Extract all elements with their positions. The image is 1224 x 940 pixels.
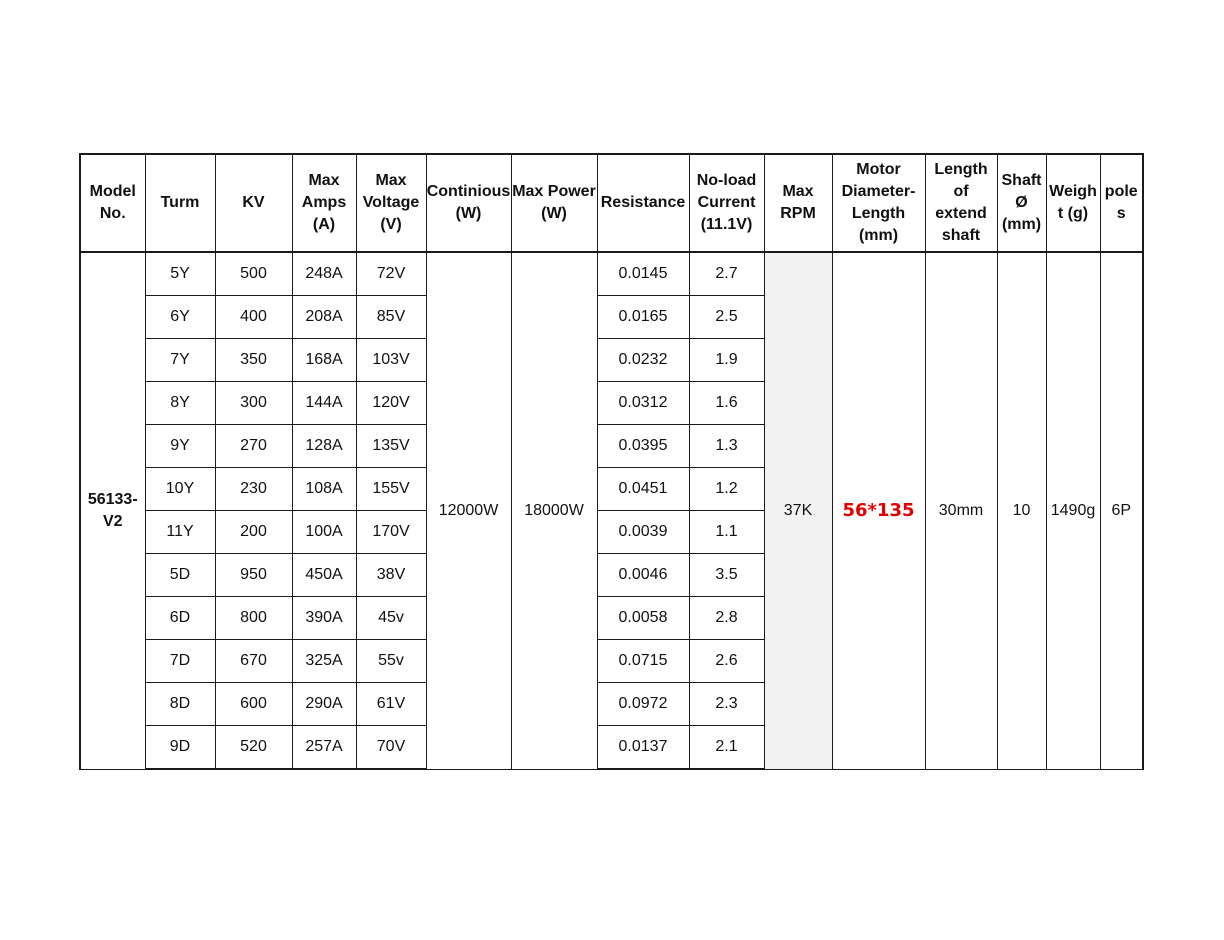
header-poles: pole s xyxy=(1100,154,1143,252)
max-voltage-cell: 103V xyxy=(356,339,426,382)
resistance-cell: 0.0972 xyxy=(597,683,689,726)
kv-cell: 600 xyxy=(215,683,292,726)
max-amps-cell: 208A xyxy=(292,296,356,339)
motor-spec-table xyxy=(79,153,1144,770)
max-voltage-cell: 38V xyxy=(356,554,426,597)
noload-current-cell: 2.5 xyxy=(689,296,764,339)
shaft-diameter-cell: 10 xyxy=(997,252,1046,769)
shaft-length-cell: 30mm xyxy=(925,252,997,769)
max-amps-cell: 290A xyxy=(292,683,356,726)
max-voltage-cell: 135V xyxy=(356,425,426,468)
kv-cell: 400 xyxy=(215,296,292,339)
turn-cell: 8D xyxy=(145,683,215,726)
noload-current-cell: 1.1 xyxy=(689,511,764,554)
noload-current-cell: 1.9 xyxy=(689,339,764,382)
max-amps-cell: 168A xyxy=(292,339,356,382)
table-row xyxy=(80,252,1143,296)
kv-cell: 230 xyxy=(215,468,292,511)
continuous-cell: 12000W xyxy=(426,252,511,769)
max-amps-cell: 128A xyxy=(292,425,356,468)
max-voltage-cell: 72V xyxy=(356,252,426,296)
max-voltage-cell: 170V xyxy=(356,511,426,554)
header-weight: Weigh t (g) xyxy=(1046,154,1100,252)
kv-cell: 300 xyxy=(215,382,292,425)
kv-cell: 800 xyxy=(215,597,292,640)
max-amps-cell: 257A xyxy=(292,726,356,770)
max-voltage-cell: 85V xyxy=(356,296,426,339)
header-shaft-diameter: Shaft Ø (mm) xyxy=(997,154,1046,252)
turn-cell: 11Y xyxy=(145,511,215,554)
kv-cell: 270 xyxy=(215,425,292,468)
max-amps-cell: 100A xyxy=(292,511,356,554)
poles-cell: 6P xyxy=(1100,252,1143,769)
kv-cell: 500 xyxy=(215,252,292,296)
turn-cell: 8Y xyxy=(145,382,215,425)
header-resistance: Resistance xyxy=(597,154,689,252)
resistance-cell: 0.0451 xyxy=(597,468,689,511)
header-turn: Turm xyxy=(145,154,215,252)
turn-cell: 10Y xyxy=(145,468,215,511)
resistance-cell: 0.0312 xyxy=(597,382,689,425)
turn-cell: 7Y xyxy=(145,339,215,382)
header-row xyxy=(80,154,1143,252)
model-cell: 56133-V2 xyxy=(80,252,145,769)
max-amps-cell: 108A xyxy=(292,468,356,511)
noload-current-cell: 2.6 xyxy=(689,640,764,683)
max-voltage-cell: 155V xyxy=(356,468,426,511)
noload-current-cell: 2.3 xyxy=(689,683,764,726)
resistance-cell: 0.0395 xyxy=(597,425,689,468)
header-max-voltage: Max Voltage (V) xyxy=(356,154,426,252)
noload-current-cell: 2.7 xyxy=(689,252,764,296)
max-voltage-cell: 55v xyxy=(356,640,426,683)
max-amps-cell: 248A xyxy=(292,252,356,296)
table-body xyxy=(80,252,1143,769)
header-max-power: Max Power (W) xyxy=(511,154,597,252)
max-amps-cell: 144A xyxy=(292,382,356,425)
max-voltage-cell: 70V xyxy=(356,726,426,770)
max-power-cell: 18000W xyxy=(511,252,597,769)
header-continuous: Continious (W) xyxy=(426,154,511,252)
noload-current-cell: 2.8 xyxy=(689,597,764,640)
turn-cell: 9D xyxy=(145,726,215,770)
resistance-cell: 0.0165 xyxy=(597,296,689,339)
max-amps-cell: 390A xyxy=(292,597,356,640)
header-motor-size: Motor Diameter-Length (mm) xyxy=(832,154,925,252)
header-shaft-length: Length of extend shaft xyxy=(925,154,997,252)
kv-cell: 950 xyxy=(215,554,292,597)
max-rpm-cell: 37K xyxy=(764,252,832,769)
resistance-cell: 0.0137 xyxy=(597,726,689,770)
max-amps-cell: 450A xyxy=(292,554,356,597)
kv-cell: 200 xyxy=(215,511,292,554)
resistance-cell: 0.0715 xyxy=(597,640,689,683)
turn-cell: 9Y xyxy=(145,425,215,468)
header-max-rpm: Max RPM xyxy=(764,154,832,252)
max-voltage-cell: 45v xyxy=(356,597,426,640)
resistance-cell: 0.0039 xyxy=(597,511,689,554)
kv-cell: 670 xyxy=(215,640,292,683)
max-voltage-cell: 120V xyxy=(356,382,426,425)
resistance-cell: 0.0145 xyxy=(597,252,689,296)
header-noload-current: No-load Current (11.1V) xyxy=(689,154,764,252)
kv-cell: 520 xyxy=(215,726,292,770)
resistance-cell: 0.0058 xyxy=(597,597,689,640)
noload-current-cell: 1.3 xyxy=(689,425,764,468)
resistance-cell: 0.0046 xyxy=(597,554,689,597)
turn-cell: 5Y xyxy=(145,252,215,296)
noload-current-cell: 2.1 xyxy=(689,726,764,770)
header-max-amps: Max Amps (A) xyxy=(292,154,356,252)
kv-cell: 350 xyxy=(215,339,292,382)
header-model: Model No. xyxy=(80,154,145,252)
resistance-cell: 0.0232 xyxy=(597,339,689,382)
header-kv: KV xyxy=(215,154,292,252)
noload-current-cell: 1.6 xyxy=(689,382,764,425)
noload-current-cell: 1.2 xyxy=(689,468,764,511)
turn-cell: 5D xyxy=(145,554,215,597)
turn-cell: 7D xyxy=(145,640,215,683)
weight-cell: 1490g xyxy=(1046,252,1100,769)
turn-cell: 6Y xyxy=(145,296,215,339)
motor-size-cell: 56*135 xyxy=(832,252,925,769)
turn-cell: 6D xyxy=(145,597,215,640)
noload-current-cell: 3.5 xyxy=(689,554,764,597)
max-voltage-cell: 61V xyxy=(356,683,426,726)
max-amps-cell: 325A xyxy=(292,640,356,683)
